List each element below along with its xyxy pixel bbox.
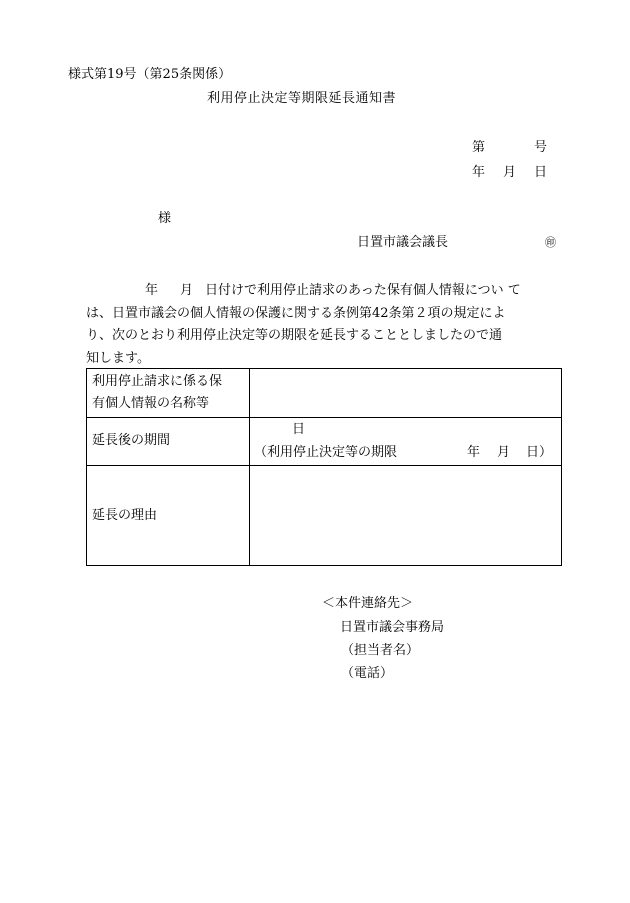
contact-person: （担当者名） — [341, 643, 420, 658]
date-month-label: 月 — [503, 165, 517, 180]
reference-number-suffix: 号 — [534, 140, 548, 155]
body-line-4: 知します。 — [86, 350, 150, 366]
row2-deadline-year: 年 — [467, 445, 481, 460]
sender-name: 日置市議会議長 — [357, 235, 449, 250]
row2-deadline-month: 月 — [497, 445, 511, 460]
table-label-cell — [87, 418, 250, 466]
row1-label-line1: 利用停止請求に係る保 — [92, 374, 223, 389]
row2-day-label: 日 — [292, 422, 306, 437]
body-year-label: 年 — [145, 283, 159, 298]
row1-label-line2: 有個人情報の名称等 — [92, 396, 210, 411]
reference-number-prefix: 第 — [472, 140, 486, 155]
notice-body — [86, 280, 566, 370]
contact-office: 日置市議会事務局 — [340, 620, 445, 635]
body-line-1 — [86, 280, 566, 303]
table-value-cell — [250, 418, 561, 466]
table-value-cell — [250, 369, 561, 417]
document-title: 利用停止決定等期限延長通知書 — [207, 91, 397, 106]
contact-phone: （電話） — [341, 666, 394, 681]
table-row-reason — [87, 465, 561, 566]
body-line-2: は、日置市議会の個人情報の保護に関する条例第42条第２項の規定によ — [86, 305, 506, 321]
table-row-target-info — [87, 369, 561, 417]
addressee-honorific: 様 — [158, 211, 172, 226]
date-day-label: 日 — [534, 165, 548, 180]
date-year-label: 年 — [472, 165, 486, 180]
form-number: 様式第19号（第25条関係） — [68, 67, 232, 82]
table-value-cell — [250, 466, 561, 566]
table-label-cell — [87, 369, 250, 417]
contact-heading: ＜本件連絡先＞ — [322, 596, 414, 611]
row3-label: 延長の理由 — [92, 508, 158, 523]
table-label-cell — [87, 466, 250, 566]
row2-label: 延長後の期間 — [92, 433, 171, 448]
info-table — [86, 368, 562, 566]
seal-mark: ㊞ — [545, 236, 556, 249]
body-line-3: り、次のとおり利用停止決定等の期限を延長することとしましたので通 — [86, 328, 503, 343]
table-row-extended-period — [87, 417, 561, 466]
body-month-label: 月 — [180, 283, 194, 298]
body-line-1-text: 日付けで利用停止請求のあった保有個人情報につい て — [205, 283, 521, 298]
row2-deadline-day: 日） — [526, 445, 553, 460]
row2-deadline-label: （利用停止決定等の期限 — [254, 445, 398, 460]
